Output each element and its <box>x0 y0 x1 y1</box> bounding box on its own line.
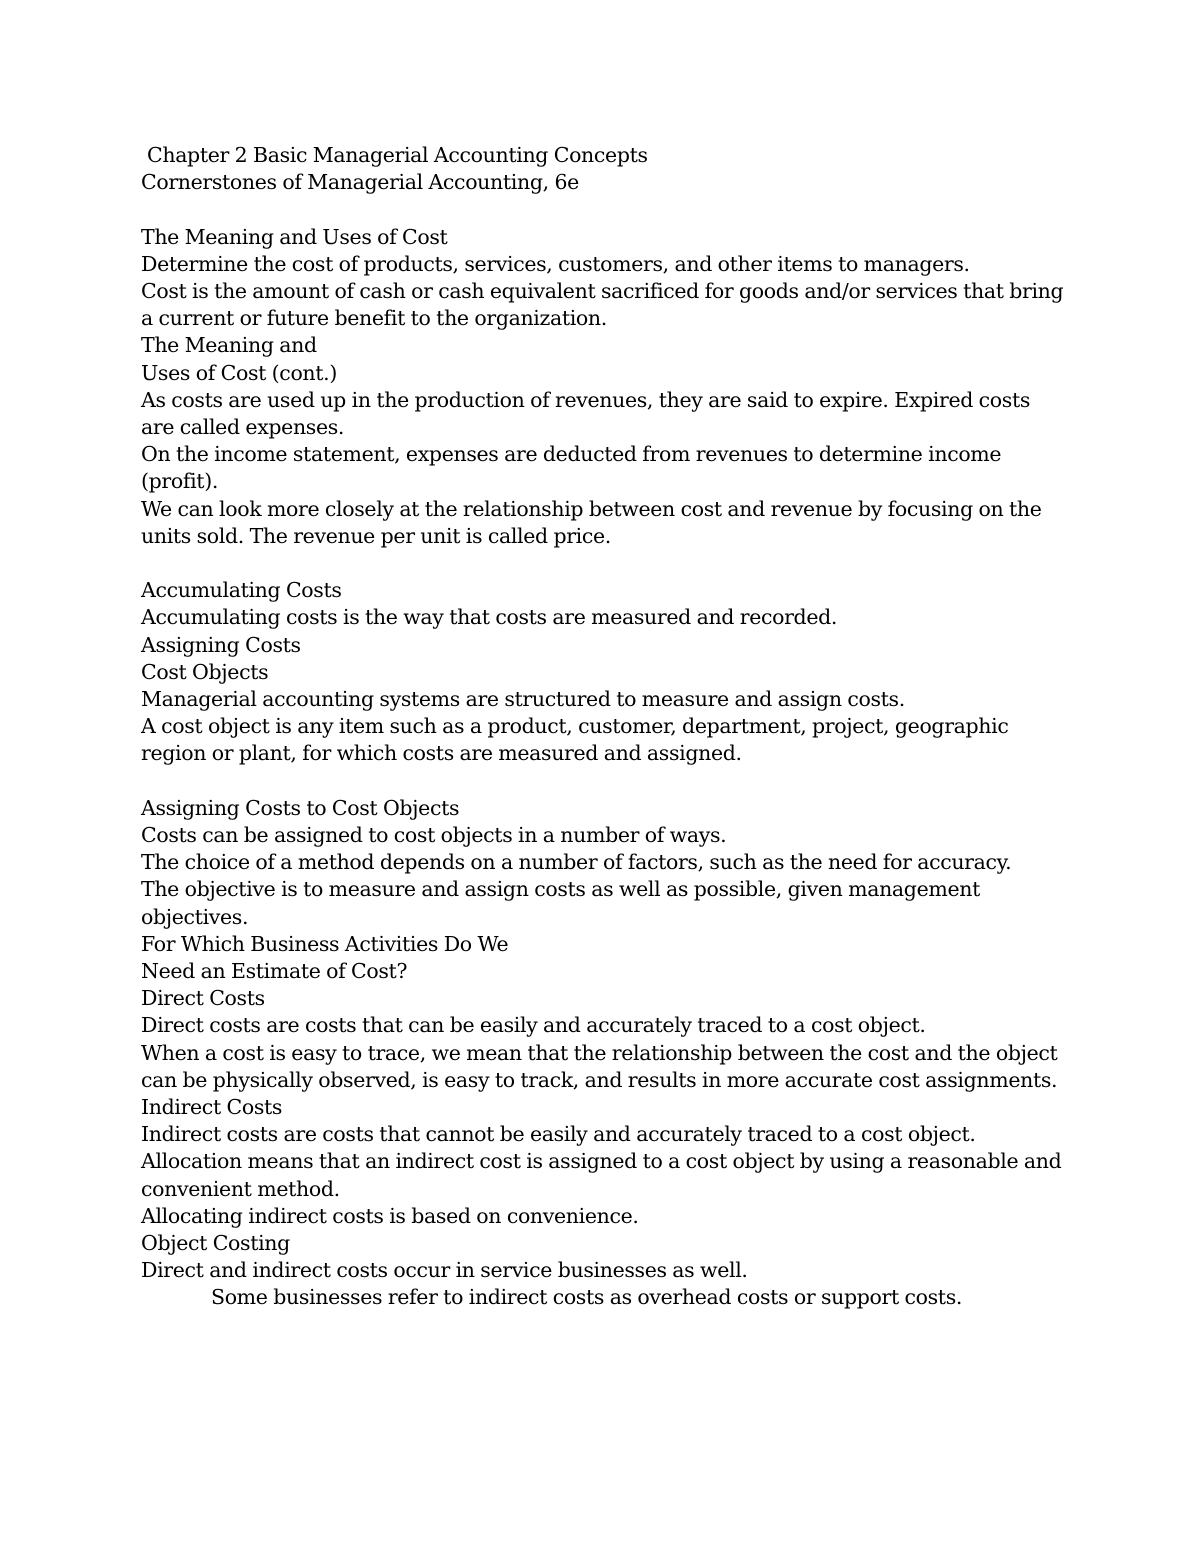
section-heading: Object Costing <box>141 1231 290 1256</box>
paragraph-line: As costs are used up in the production of revenues, they are said to expire. Expired costs <box>141 387 1031 412</box>
paragraph-line: convenient method. <box>141 1176 340 1201</box>
book-title: Cornerstones of Managerial Accounting, 6e <box>141 170 579 195</box>
paragraph-line: Determine the cost of products, services, customers, and other items to managers. <box>141 251 970 276</box>
section-heading: Cost Objects <box>141 659 269 684</box>
paragraph-line: The choice of a method depends on a number of factors, such as the need for accuracy. <box>141 850 1012 875</box>
paragraph-line: Allocation means that an indirect cost is assigned to a cost object by using a reasonable and <box>141 1149 1062 1174</box>
paragraph-line: objectives. <box>141 904 249 929</box>
paragraph-line: units sold. The revenue per unit is called price. <box>141 523 611 548</box>
blank-line <box>141 768 1071 795</box>
chapter-title: Chapter 2 Basic Managerial Accounting Concepts <box>147 143 648 167</box>
section-heading: Accumulating Costs <box>141 578 342 603</box>
section-heading: Uses of Cost (cont.) <box>141 360 337 385</box>
paragraph-line: On the income statement, expenses are deducted from revenues to determine income <box>141 442 1002 467</box>
section-heading: Assigning Costs <box>141 632 301 657</box>
section-heading: The Meaning and <box>141 333 317 358</box>
paragraph-line: can be physically observed, is easy to track, and results in more accurate cost assignments. <box>141 1067 1058 1092</box>
section-heading: Assigning Costs to Cost Objects <box>141 795 460 820</box>
paragraph-line: Managerial accounting systems are structured to measure and assign costs. <box>141 687 905 712</box>
paragraph-line: Costs can be assigned to cost objects in a number of ways. <box>141 823 727 848</box>
paragraph-line: (profit). <box>141 469 219 494</box>
section-heading: For Which Business Activities Do We <box>141 931 509 956</box>
paragraph-line: The objective is to measure and assign costs as well as possible, given management <box>141 877 980 902</box>
paragraph-line: A cost object is any item such as a product, customer, department, project, geographic <box>141 714 1009 739</box>
paragraph-line: Direct costs are costs that can be easily and accurately traced to a cost object. <box>141 1013 926 1038</box>
section-heading: The Meaning and Uses of Cost <box>141 224 448 249</box>
paragraph-line-indented: Some businesses refer to indirect costs as overhead costs or support costs. <box>211 1285 963 1310</box>
section-heading: Direct Costs <box>141 986 265 1011</box>
paragraph-line: Accumulating costs is the way that costs are measured and recorded. <box>141 605 838 630</box>
document-body <box>141 142 1071 1312</box>
section-heading: Indirect Costs <box>141 1095 283 1120</box>
section-heading: Need an Estimate of Cost? <box>141 959 408 984</box>
paragraph-line: When a cost is easy to trace, we mean that the relationship between the cost and the object <box>141 1040 1058 1065</box>
paragraph-line: Cost is the amount of cash or cash equivalent sacrificed for goods and/or services that bring <box>141 279 1064 303</box>
paragraph-line: Direct and indirect costs occur in service businesses as well. <box>141 1258 748 1283</box>
blank-line <box>141 550 1071 577</box>
paragraph-line: Indirect costs are costs that cannot be easily and accurately traced to a cost object. <box>141 1122 976 1147</box>
paragraph-line: region or plant, for which costs are measured and assigned. <box>141 741 742 766</box>
paragraph-line: Allocating indirect costs is based on convenience. <box>141 1203 639 1228</box>
paragraph-line: a current or future benefit to the organization. <box>141 306 607 331</box>
paragraph-line: are called expenses. <box>141 415 345 440</box>
paragraph-line: We can look more closely at the relationship between cost and revenue by focusing on the <box>141 496 1042 521</box>
blank-line <box>141 196 1071 223</box>
